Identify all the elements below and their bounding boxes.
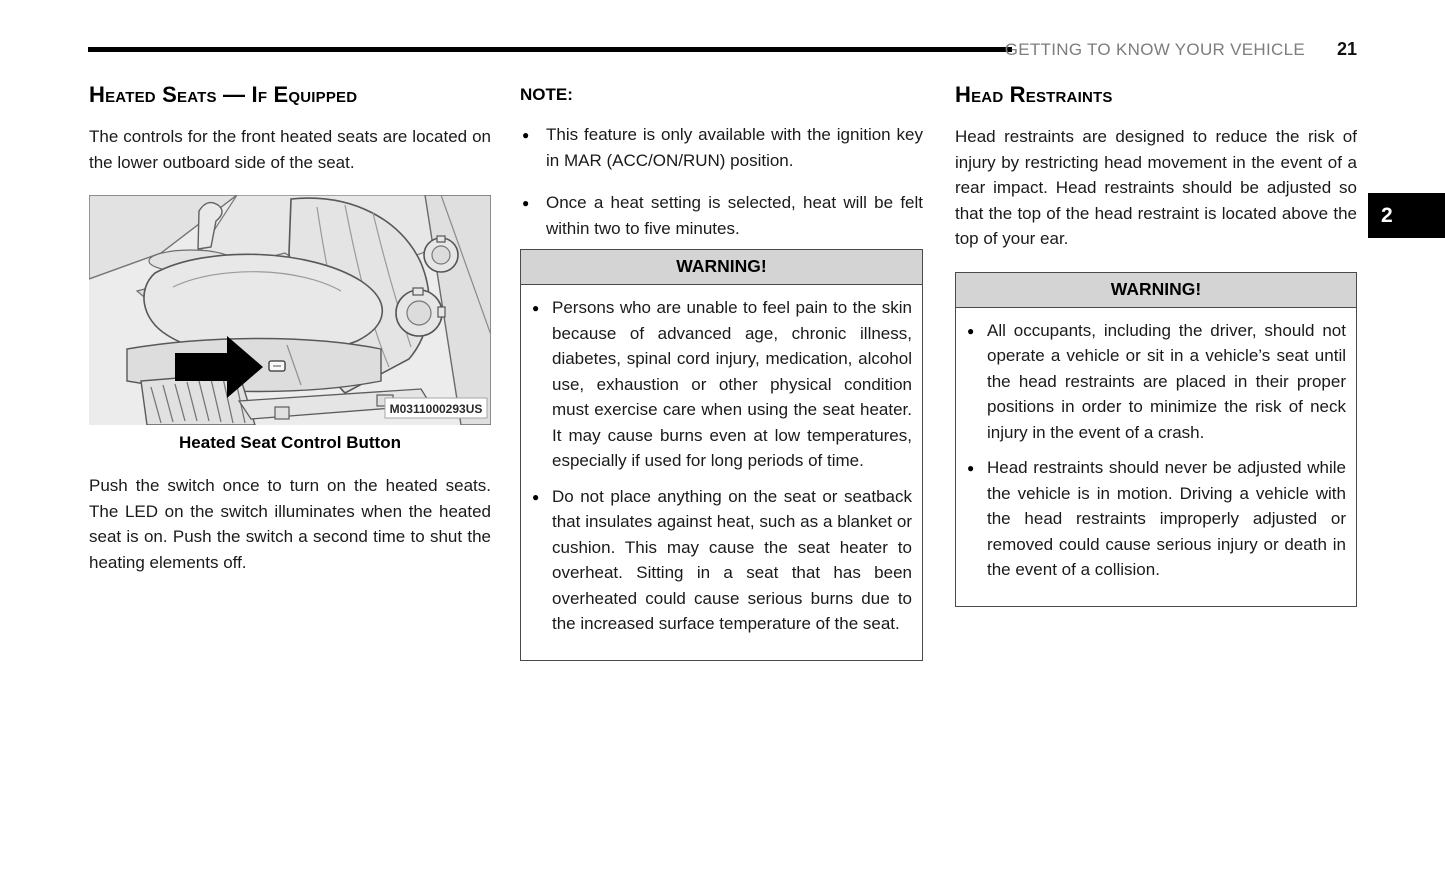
head-restraints-intro: Head restraints are designed to reduce the risk of injury by restricting head movement in the event of a rear impact. Head restraints should be adjusted so that the top of the head restraint is located above the top of your ear. bbox=[955, 127, 1357, 248]
seat-illustration bbox=[89, 195, 491, 425]
warning-item: ● Persons who are unable to feel pain to the skin because of advanced age, chronic illness, diabetes, spinal cord injury, medication, alcohol use, exhaustion or other physical condition must exercise care when using the seat heater. It may cause burns even at low temperatures, especially if used for long periods of time. bbox=[528, 295, 912, 474]
heated-seats-body: Push the switch once to turn on the heated seats. The LED on the switch illuminates when the heated seat is on. Push the switch a second time to shut the heating elements off. bbox=[89, 476, 491, 572]
warning-title: WARNING! bbox=[521, 250, 922, 285]
note-list bbox=[520, 122, 923, 241]
column-heated-seats bbox=[89, 82, 491, 595]
figure-watermark bbox=[385, 398, 487, 418]
heated-seats-intro: The controls for the front heated seats are located on the lower outboard side of the seat. bbox=[89, 127, 491, 172]
heated-seats-heading: Heated Seats — If Equipped bbox=[89, 82, 358, 107]
warning-item: ● Head restraints should never be adjusted while the vehicle is in motion. Driving a vehicle with the head restraints improperly adjusted or removed could cause serious injury or death in the event of a collision. bbox=[963, 455, 1346, 583]
warning-body bbox=[521, 285, 922, 660]
note-item: ● Once a heat setting is selected, heat will be felt within two to five minutes. bbox=[520, 190, 923, 241]
page-number: 21 bbox=[1336, 39, 1357, 59]
header-rule bbox=[88, 47, 1012, 52]
column-note-warning bbox=[520, 82, 923, 661]
note-label: NOTE: bbox=[520, 85, 573, 104]
heated-seat-figure bbox=[89, 195, 491, 453]
figure-caption: Heated Seat Control Button bbox=[179, 433, 401, 452]
running-section-title: GETTING TO KNOW YOUR VEHICLE bbox=[1004, 40, 1305, 59]
warning-item: ● Do not place anything on the seat or seatback that insulates against heat, such as a blanket or cushion. This may cause the seat heater to overheat. Sitting in a seat that has been overheated could cause serious burns due to the increased surface temperature of the seat. bbox=[528, 484, 912, 637]
svg-text:M0311000293US: M0311000293US bbox=[389, 402, 483, 416]
note-item: ● This feature is only available with the ignition key in MAR (ACC/ON/RUN) position. bbox=[520, 122, 923, 173]
warning-title: WARNING! bbox=[956, 273, 1356, 308]
page-header bbox=[1005, 39, 1357, 60]
warning-list bbox=[963, 318, 1346, 583]
column-head-restraints bbox=[955, 82, 1357, 607]
warning-list bbox=[528, 295, 912, 637]
chapter-tab-label: 2 bbox=[1381, 203, 1393, 227]
seat-line-art bbox=[89, 195, 491, 425]
warning-item: ● All occupants, including the driver, should not operate a vehicle or sit in a vehicle’s seat until the head restraints are placed in their proper positions in order to minimize the risk of neck injury in the event of a crash. bbox=[963, 318, 1346, 446]
heated-seat-button bbox=[269, 361, 285, 371]
head-restraints-heading: Head Restraints bbox=[955, 82, 1113, 107]
seat-warning-box bbox=[520, 249, 923, 661]
head-restraints-warning-box bbox=[955, 272, 1357, 607]
chapter-tab bbox=[1368, 193, 1445, 238]
warning-body bbox=[956, 308, 1356, 606]
